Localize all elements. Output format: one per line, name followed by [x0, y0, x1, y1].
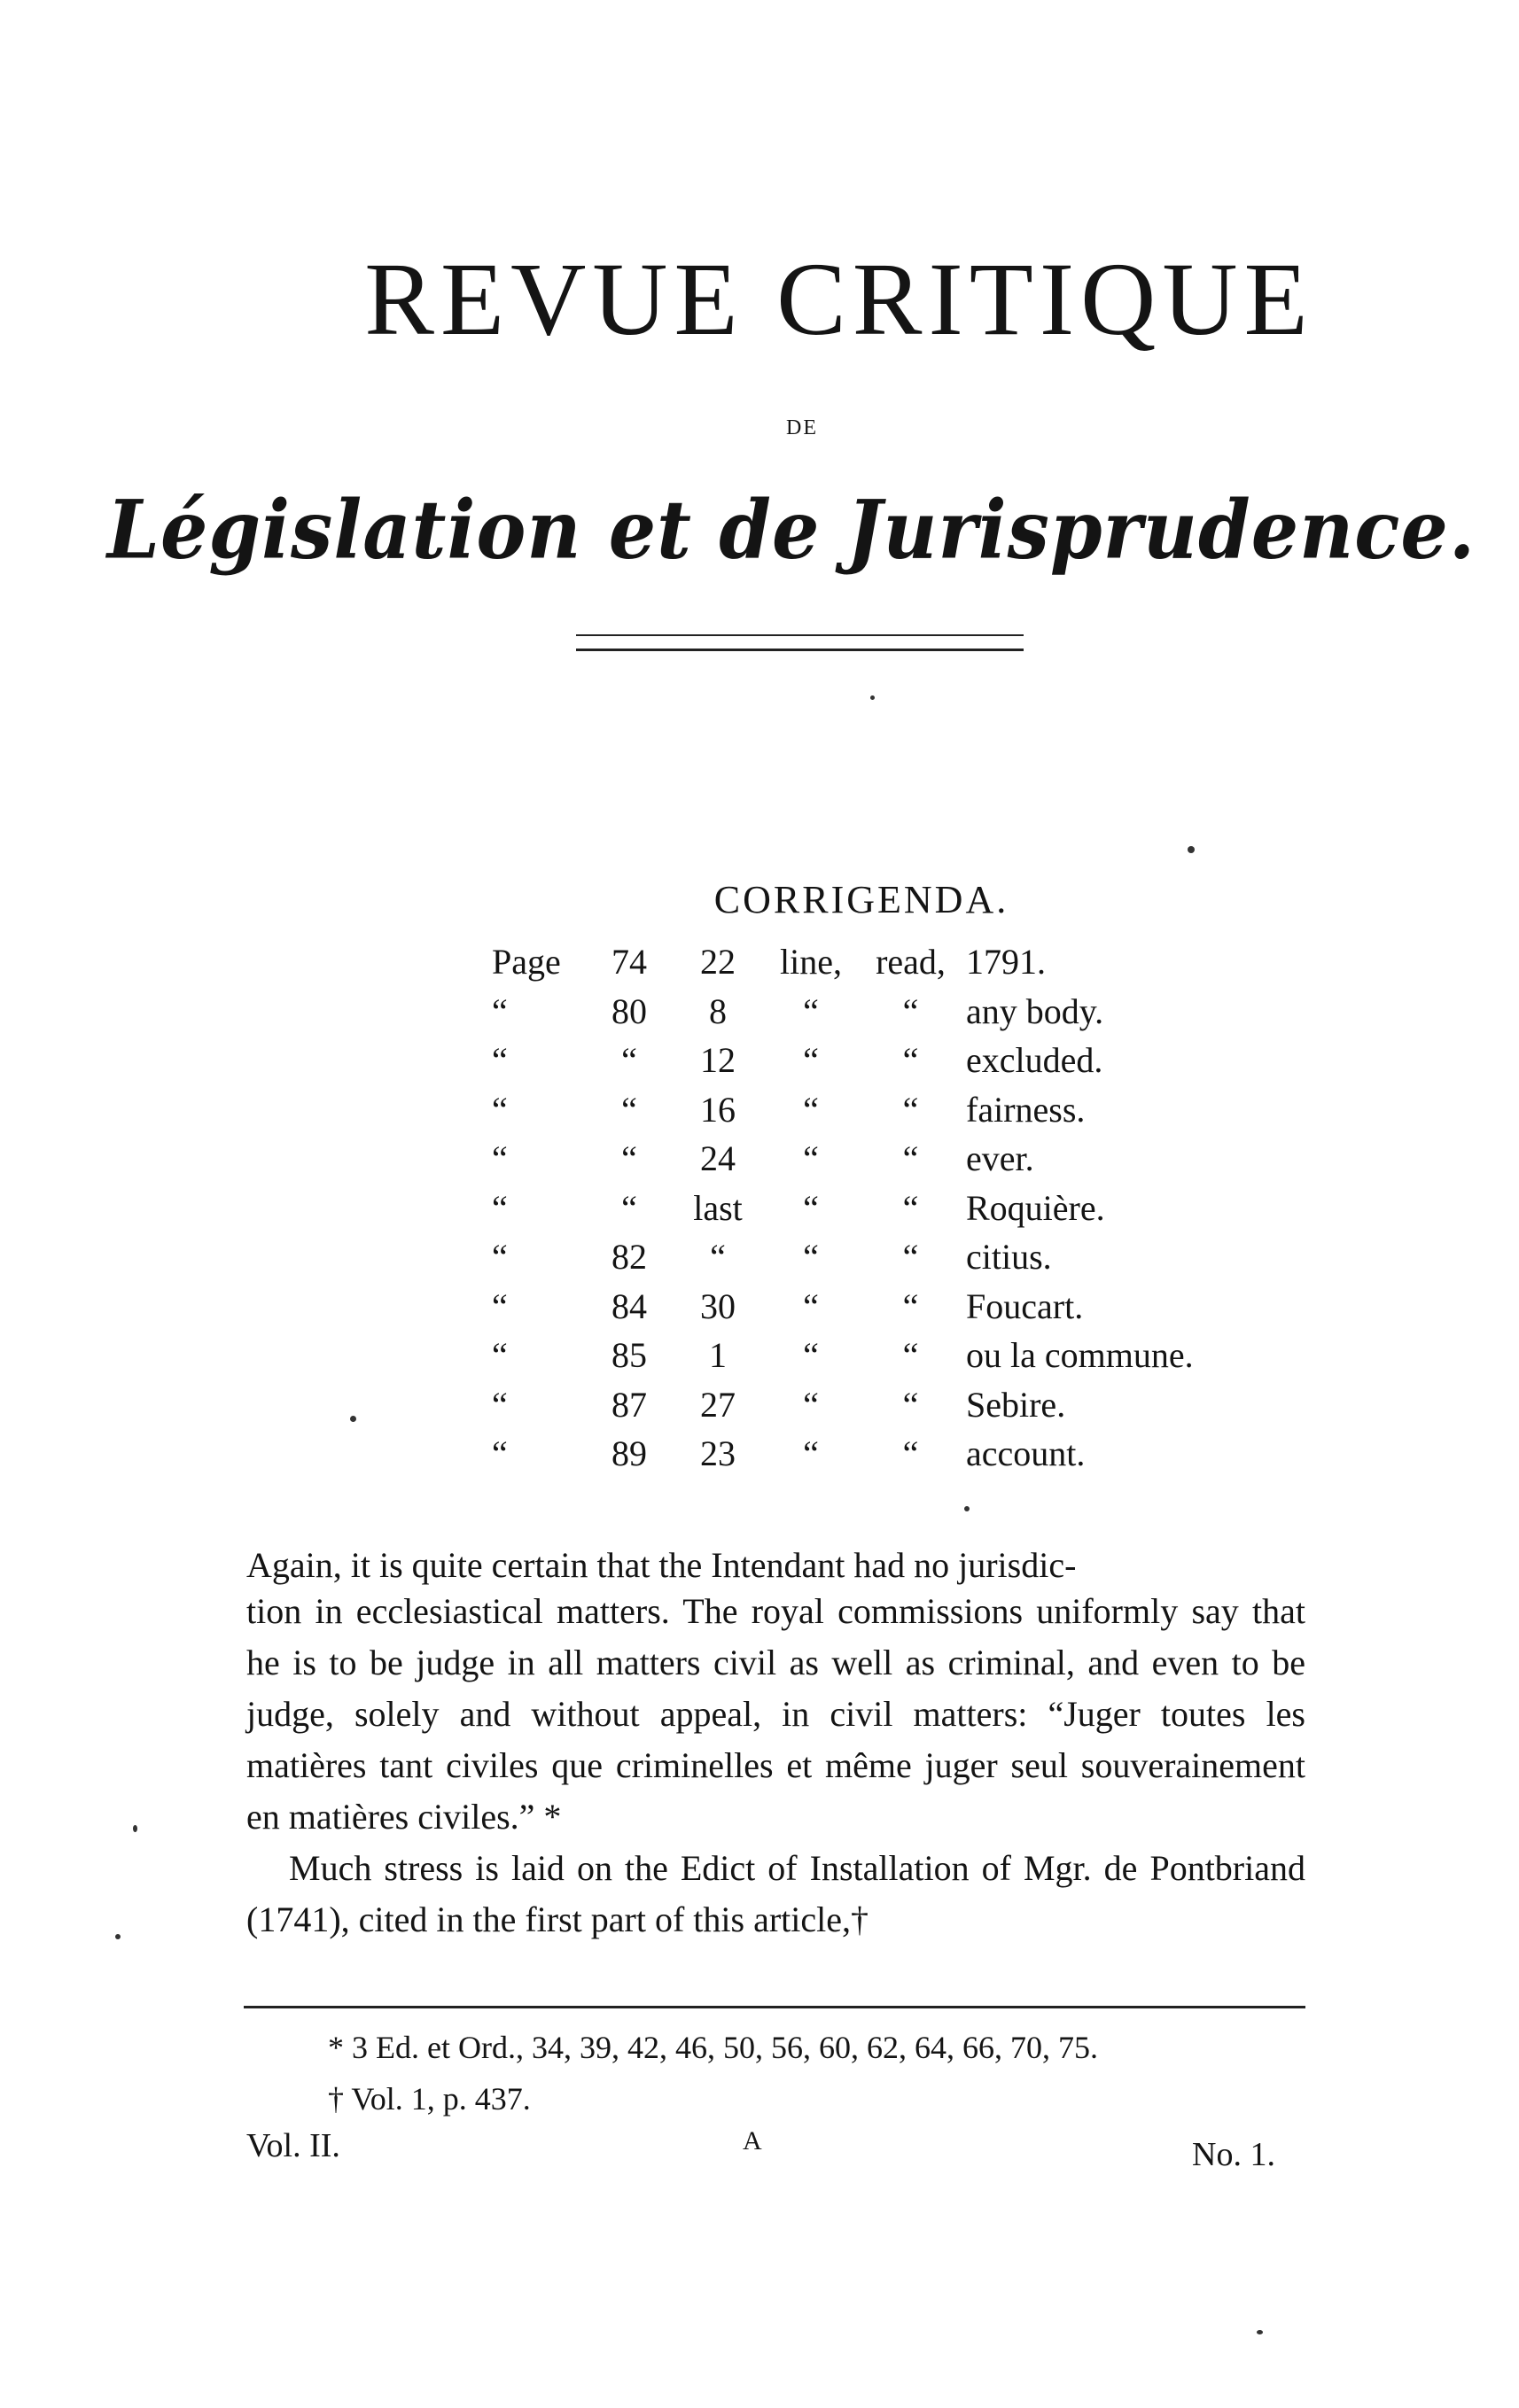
corrigenda-row: [492, 1429, 1250, 1479]
corrigenda-reading-cell: fairness.: [966, 1089, 1086, 1130]
corrigenda-line-cell: last: [693, 1187, 743, 1228]
corrigenda-num-cell: 80: [611, 990, 647, 1031]
corrigenda-line-cell: 12: [700, 1040, 736, 1081]
speck: [115, 1934, 121, 1939]
corrigenda-page-cell: “: [492, 990, 508, 1031]
footnotes: [328, 2022, 1098, 2124]
corrigenda-page-cell: “: [492, 1433, 508, 1474]
corrigenda-line-cell: 22: [700, 942, 736, 983]
corrigenda-line-cell: 8: [709, 990, 727, 1031]
corrigenda-q2-cell: “: [902, 1433, 919, 1474]
cut-off-line: Again, it is quite certain that the Intendant had no jurisdic-: [246, 1550, 1077, 1585]
title-rule-bottom: [576, 649, 1024, 651]
corrigenda-q1-cell: “: [803, 1237, 819, 1278]
corrigenda-num-cell: 85: [611, 1335, 647, 1376]
corrigenda-page-cell: “: [492, 1187, 508, 1228]
corrigenda-num-cell: 82: [611, 1237, 647, 1278]
corrigenda-q1-cell: line,: [780, 942, 842, 983]
corrigenda-reading-cell: Foucart.: [966, 1286, 1084, 1326]
corrigenda-page-cell: “: [492, 1335, 508, 1376]
corrigenda-page-cell: “: [492, 1138, 508, 1179]
corrigenda-page-cell: “: [492, 1040, 508, 1081]
corrigenda-heading: CORRIGENDA.: [713, 878, 1009, 921]
corrigenda-q2-cell: “: [902, 1040, 919, 1081]
corrigenda-q2-cell: read,: [876, 942, 946, 983]
corrigenda-num-cell: 74: [611, 942, 647, 983]
speck: [1188, 846, 1195, 853]
paragraph: Much stress is laid on the Edict of Installation of Mgr. de Pontbriand (1741), cited in the first part of this article,†: [246, 1848, 1305, 1939]
corrigenda-reading-cell: ever.: [966, 1138, 1034, 1179]
corrigenda-q1-cell: “: [803, 1187, 819, 1228]
issue-number: No. 1.: [1192, 2136, 1275, 2173]
corrigenda-row: [492, 937, 1250, 987]
footnote-rule: [244, 2006, 1305, 2008]
corrigenda-reading-cell: ou la commune.: [966, 1335, 1194, 1376]
corrigenda-row: [492, 1380, 1250, 1430]
corrigenda-q1-cell: “: [803, 1040, 819, 1081]
corrigenda-num-cell: “: [621, 1138, 637, 1179]
corrigenda-q2-cell: “: [902, 1187, 919, 1228]
paragraph: tion in ecclesiastical matters. The royal commissions uniformly say that he is to be judge in all matters civil as well as criminal, and even to be judge, solely and without appeal, in civil matters: “Juger toutes les matières tant civiles que criminelles et même juger seul souverainement en matières civiles.” *: [246, 1591, 1305, 1837]
corrigenda-line-cell: 24: [700, 1138, 736, 1179]
signature-mark: A: [743, 2126, 762, 2156]
corrigenda-q2-cell: “: [902, 1237, 919, 1278]
corrigenda-q1-cell: “: [803, 1384, 819, 1425]
corrigenda-line-cell: “: [710, 1237, 726, 1278]
corrigenda-line-cell: 1: [709, 1335, 727, 1376]
corrigenda-reading-cell: Sebire.: [966, 1384, 1066, 1425]
corrigenda-reading-cell: citius.: [966, 1237, 1052, 1278]
corrigenda-row: [492, 987, 1250, 1037]
corrigenda-num-cell: “: [621, 1187, 637, 1228]
corrigenda-q2-cell: “: [902, 1384, 919, 1425]
corrigenda-row: [492, 1085, 1250, 1135]
corrigenda-q2-cell: “: [902, 990, 919, 1031]
corrigenda-page-cell: “: [492, 1237, 508, 1278]
corrigenda-reading-cell: account.: [966, 1433, 1086, 1474]
corrigenda-page-cell: Page: [492, 942, 561, 983]
speck: [964, 1506, 970, 1511]
corrigenda-table: [492, 937, 1250, 1479]
corrigenda-row: [492, 1036, 1250, 1085]
corrigenda-row: [492, 1331, 1250, 1380]
corrigenda-num-cell: “: [621, 1089, 637, 1130]
corrigenda-q2-cell: “: [902, 1089, 919, 1130]
corrigenda-row: [492, 1282, 1250, 1332]
footnote: * 3 Ed. et Ord., 34, 39, 42, 46, 50, 56, 60, 62, 64, 66, 70, 75.: [328, 2030, 1098, 2065]
corrigenda-reading-cell: excluded.: [966, 1040, 1103, 1081]
article-text: [246, 1550, 1305, 1946]
corrigenda-line-cell: 23: [700, 1433, 736, 1474]
speck: [1257, 2330, 1263, 2334]
corrigenda-line-cell: 27: [700, 1384, 736, 1425]
corrigenda-reading-cell: Roquière.: [966, 1187, 1105, 1228]
corrigenda-num-cell: 84: [611, 1286, 647, 1326]
corrigenda-row: [492, 1184, 1250, 1233]
corrigenda-q2-cell: “: [902, 1138, 919, 1179]
corrigenda-page-cell: “: [492, 1286, 508, 1326]
corrigenda-num-cell: 89: [611, 1433, 647, 1474]
corrigenda-line-cell: 16: [700, 1089, 736, 1130]
speck: [350, 1416, 356, 1422]
corrigenda-page-cell: “: [492, 1384, 508, 1425]
corrigenda-row: [492, 1134, 1250, 1184]
corrigenda-q1-cell: “: [803, 1433, 819, 1474]
corrigenda-q1-cell: “: [803, 990, 819, 1031]
corrigenda-page-cell: “: [492, 1089, 508, 1130]
corrigenda-q1-cell: “: [803, 1335, 819, 1376]
corrigenda-q2-cell: “: [902, 1335, 919, 1376]
journal-title: REVUE CRITIQUE: [364, 241, 1314, 357]
corrigenda-q1-cell: “: [803, 1138, 819, 1179]
footnote: † Vol. 1, p. 437.: [328, 2081, 531, 2117]
corrigenda-reading-cell: 1791.: [966, 942, 1046, 983]
corrigenda-q1-cell: “: [803, 1089, 819, 1130]
corrigenda-reading-cell: any body.: [966, 990, 1104, 1031]
speck: [870, 695, 875, 700]
title-connector: DE: [786, 416, 818, 439]
journal-subtitle: Législation et de Jurisprudence.: [106, 482, 1476, 577]
volume-label: Vol. II.: [246, 2127, 340, 2164]
corrigenda-num-cell: “: [621, 1040, 637, 1081]
speck: [133, 1825, 137, 1832]
corrigenda-num-cell: 87: [611, 1384, 647, 1425]
title-rule-top: [576, 634, 1024, 636]
corrigenda-line-cell: 30: [700, 1286, 736, 1326]
corrigenda-q2-cell: “: [902, 1286, 919, 1326]
corrigenda-row: [492, 1232, 1250, 1282]
corrigenda-q1-cell: “: [803, 1286, 819, 1326]
